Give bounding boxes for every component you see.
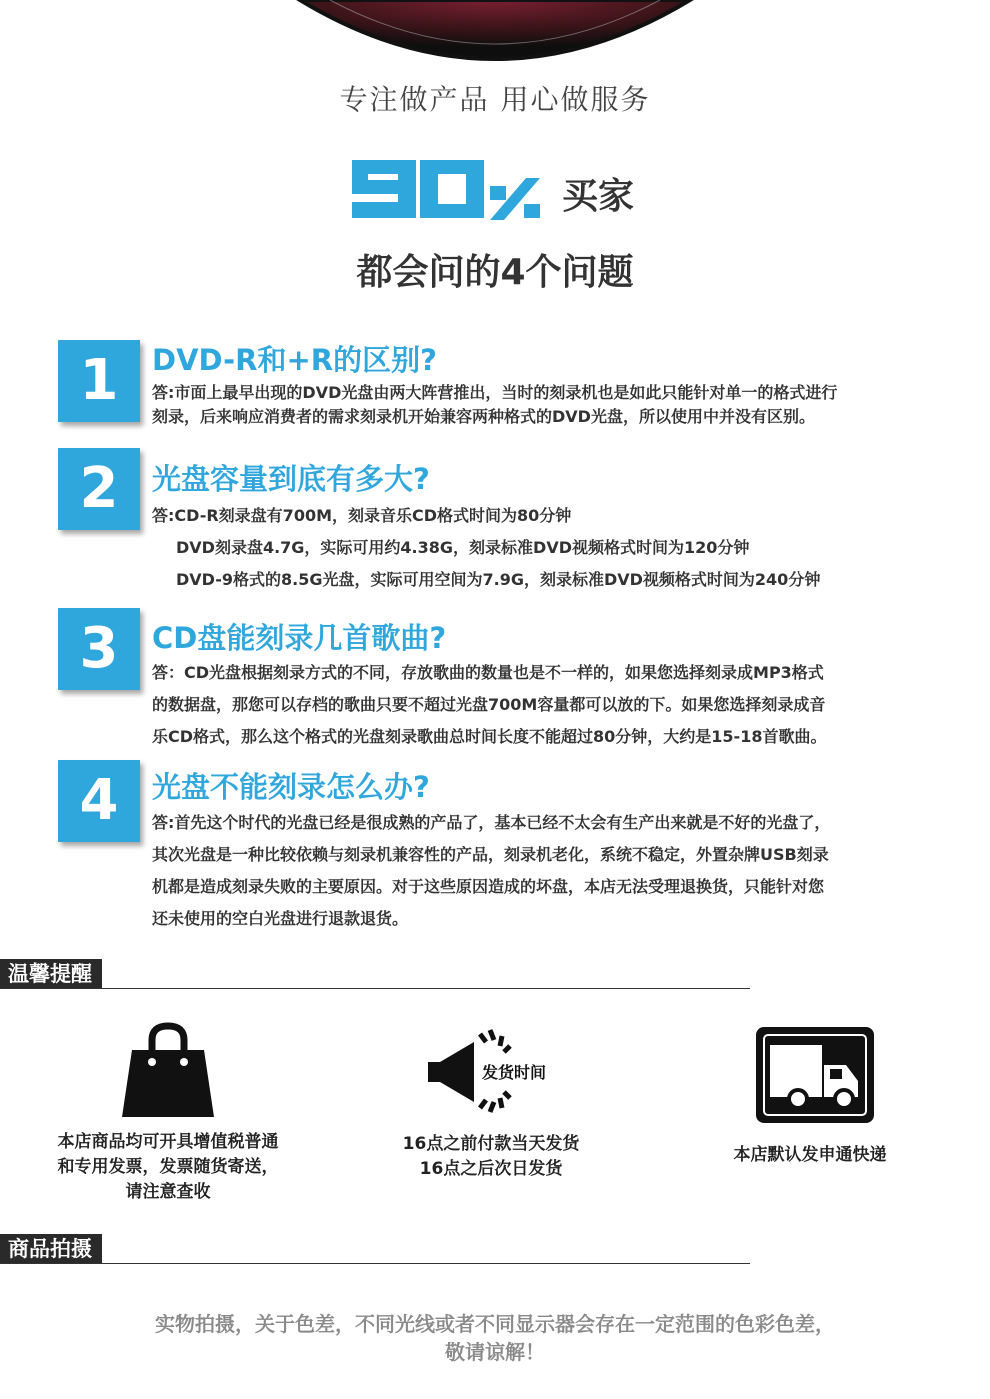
faq-answer-2-line-2: DVD刻录盘4.7G，实际可用约4.38G，刻录标准DVD视频格式时间为120分钟 (176, 538, 750, 557)
faq-number-4: 4 (58, 760, 140, 842)
faq-answer-4-line-4: 还未使用的空白光盘进行退款退货。 (152, 909, 409, 928)
color-difference-line-1: 实物拍摄，关于色差，不同光线或者不同显示器会存在一定范围的色彩色差， (155, 1312, 835, 1336)
section-tag-reminder: 温馨提醒 (0, 959, 102, 989)
ninety-percent-graphic (0, 158, 990, 228)
stat-word: 买家 (562, 176, 635, 217)
section-tag-photo: 商品拍摄 (0, 1234, 102, 1264)
faq-question-4: 光盘不能刻录怎么办? (152, 770, 430, 804)
faq-answer-4-line-3: 机都是造成刻录失败的主要原因。对于这些原因造成的坏盘，本店无法受理退换货，只能针对您 (152, 877, 825, 896)
color-difference-line-2: 敬请谅解！ (445, 1340, 545, 1364)
faq-answer-1-line-2: 刻录，后来响应消费者的需求刻录机开始兼容两种格式的DVD光盘，所以使用中并没有区别。 (152, 407, 815, 426)
faq-question-3: CD盘能刻录几首歌曲? (152, 621, 447, 655)
faq-answer-1-line-1: 答:市面上最早出现的DVD光盘由两大阵营推出，当时的刻录机也是如此只能针对单一的格式进行 (152, 383, 838, 402)
faq-number-2: 2 (58, 448, 140, 530)
faq-answer-2-line-1: 答:CD-R刻录盘有700M，刻录音乐CD格式时间为80分钟 (152, 506, 572, 525)
faq-answer-3-line-2: 的数据盘，那您可以存档的歌曲只要不超过光盘700M容量都可以放的下。如果您选择刻录成音 (152, 695, 826, 714)
faq-answer-2-line-3: DVD-9格式的8.5G光盘，实际可用空间为7.9G，刻录标准DVD视频格式时间为240分钟 (176, 570, 821, 589)
faq-question-1: DVD-R和+R的区别? (152, 343, 437, 377)
brand-slogan: 专注做产品 用心做服务 (339, 83, 651, 116)
faq-question-2: 光盘容量到底有多大? (152, 462, 430, 496)
shipping-time-line-2: 16点之后次日发货 (419, 1159, 563, 1179)
invoice-notice-line-3: 请注意查收 (125, 1182, 211, 1202)
ninety-percent-number (352, 160, 540, 220)
cd-spindle-product-image (0, 0, 990, 70)
shipping-time-line-1: 16点之前付款当天发货 (402, 1134, 580, 1154)
delivery-truck-icon (754, 1025, 876, 1125)
faq-heading: 都会问的4个问题 (356, 252, 634, 293)
shipping-time-label: 发货时间 (482, 1063, 547, 1082)
faq-answer-3-line-1: 答：CD光盘根据刻录方式的不同，存放歌曲的数量也是不一样的，如果您选择刻录成MP3格式 (152, 663, 824, 682)
shipping-time-notice (380, 1132, 602, 1182)
shopping-bag-icon (120, 1022, 216, 1118)
faq-answer-4-line-2: 其次光盘是一种比较依赖与刻录机兼容性的产品，刻录机老化，系统不稳定，外置杂牌USB刻录 (152, 845, 829, 864)
faq-answer-3-line-3: 乐CD格式，那么这个格式的光盘刻录歌曲总时间长度不能超过80分钟，大约是15-18首歌曲。 (152, 727, 827, 746)
faq-answer-4-line-1: 答:首先这个时代的光盘已经是很成熟的产品了，基本已经不太会有生产出来就是不好的光盘了， (152, 813, 831, 832)
invoice-notice-line-2: 和专用发票，发票随货寄送， (57, 1157, 279, 1177)
section-divider (0, 988, 750, 989)
faq-number-3: 3 (58, 608, 140, 690)
invoice-notice (40, 1130, 296, 1205)
section-divider (0, 1263, 750, 1264)
faq-number-1: 1 (58, 340, 140, 422)
color-difference-notice (0, 1310, 990, 1366)
invoice-notice-line-1: 本店商品均可开具增值税普通 (57, 1132, 279, 1152)
courier-notice: 本店默认发申通快递 (733, 1145, 887, 1165)
